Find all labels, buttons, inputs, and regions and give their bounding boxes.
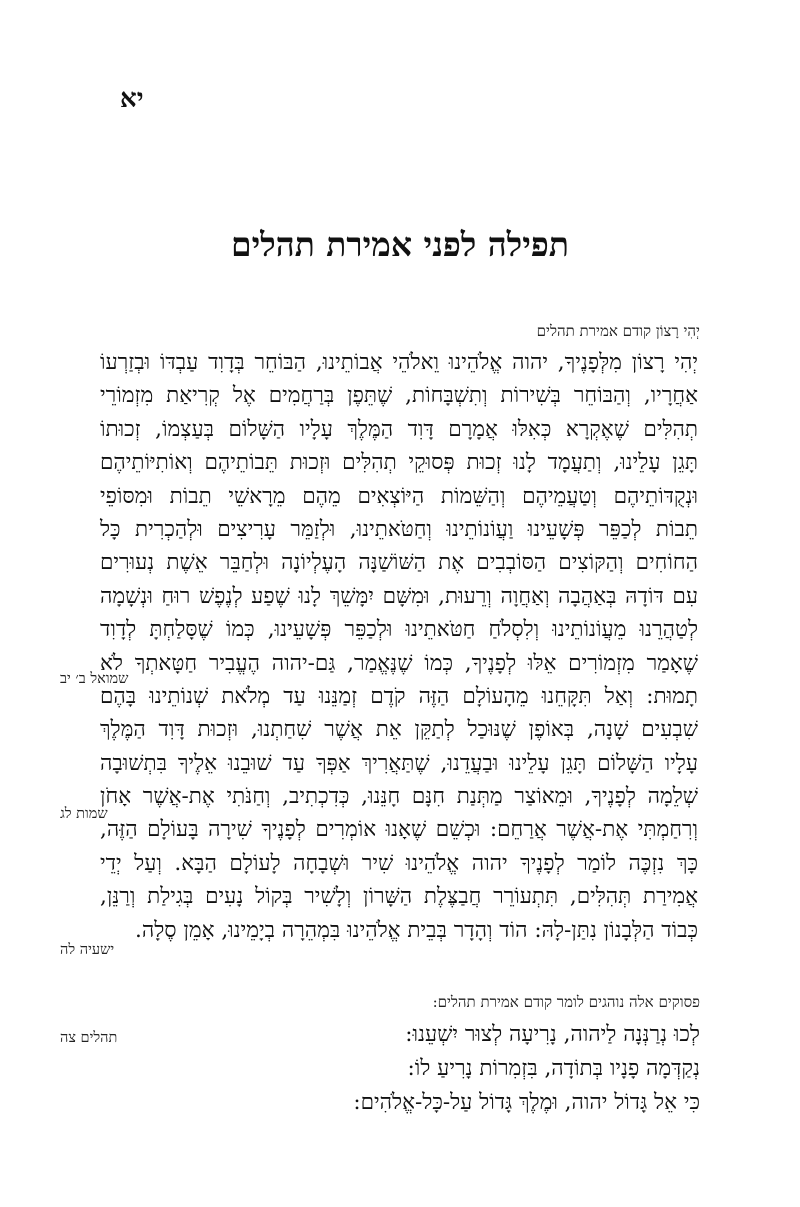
margin-reference-yeshayahu: ישעיה לה [60,942,115,958]
page-title: תפילה לפני אמירת תהלים [231,225,569,264]
prayer-line: שְׁלֵמָה לְפָנֶיךָ, וּמֵאוֹצַר מַתְּנַת חִנָּם חָנֵּנוּ, כְּדִכְתִיב, וְחַנֹּתִי אֶת-אֲשֶׁר אָחֹן [100,784,698,810]
psalm-intro-note: פסוקים אלה נוהגים לומר קודם אמירת תהלים: [432,993,700,1011]
prayer-text [100,346,698,947]
page-number: יא [120,84,144,114]
prayer-line: עִם דּוֹדָהּ בְּאַהֲבָה וְאַחֲוָה וְרֵעוּת, וּמִשָּׁם יִמָּשֵׁךְ לָנוּ שֶׁפַע לְנֶפֶשׁ רוּחַ וּנְשָׁמָה [100,583,698,609]
prayer-line: אֲמִירַת תְּהִלִּים, תִּתְעוֹרֵר חֲבַצֶּלֶת הַשָּׁרוֹן וְלָשִׁיר בְּקוֹל נָעִים בְּגִילַת וְרַנֵּן, [100,884,698,910]
prayer-line: שֶׁאָמַר מִזְמוֹרִים אֵלּוּ לְפָנֶיךָ, כְּמוֹ שֶׁנֶּאֱמַר, גַּם-יהוה הֶעֱבִיר חַטָּאתְךָ לֹא [100,650,698,676]
prayer-line: תְהִלִּים שֶׁאֶקְרָא כְּאִלּוּ אֲמָרָם דָּוִד הַמֶּלֶךְ עָלָיו הַשָּׁלוֹם בְּעַצְמוֹ, זְכוּתוֹ [100,416,698,442]
margin-reference-shemot: שמות לג [60,806,108,822]
psalm-verse: כִּי אֵל גָּדוֹל יהוה, וּמֶלֶךְ גָּדוֹל עַל-כָּל-אֱלֹהִים: [353,1090,700,1115]
prayer-line: אַחֲרָיו, וְהַבּוֹחֵר בְּשִׁירוֹת וְתִשְׁבָּחוֹת, שֶׁתֵּפֶן בְּרַחֲמִים אֶל קְרִיאַת מִזְמוֹרֵי [100,383,698,409]
margin-reference-shmuel: שמואל ב׳ יב [60,671,129,687]
intro-note: יְהִי רָצוֹן קודם אמירת תהלים [536,322,700,340]
psalm-verse: לְכוּ נְרַנְּנָה לַיהוה, נָרִיעָה לְצוּר יִשְׁעֵנוּ: [405,1022,700,1047]
prayer-line: שִׁבְעִים שָׁנָה, בְּאוֹפֶן שֶׁנּוּכַל לְתַקֵּן אֵת אֲשֶׁר שִׁחַתְנוּ, וּזְכוּת דָּוִד הַמֶּלֶךְ [100,717,698,743]
prayer-line: תָּגֵן עָלֵינוּ, וְתַעֲמָד לָנוּ זְכוּת פְּסוּקֵי תְהִלִּים וּזְכוּת תֵּבוֹתֵיהֶם וְאוֹתִיּוֹתֵיהֶם [100,450,698,476]
prayer-line: תָמוּת: וְאַל תִּקָּחֵנוּ מֵהָעוֹלָם הַזֶּה קֹדֶם זְמַנֵּנוּ עַד מְלֹאת שְׁנוֹתֵינוּ בָּהֶם [100,683,698,709]
prayer-line: כְּבוֹד הַלְּבָנוֹן נִתַּן-לָהּ: הוֹד וְהָדָר בְּבֵית אֱלֹהֵינוּ בִּמְהֵרָה בְיָמֵינוּ, אָמֵן סֶלָה. [135,917,698,943]
psalm-verse: נְקַדְּמָה פָנָיו בְּתוֹדָה, בִּזְמִרוֹת נָרִיעַ לוֹ: [407,1056,700,1081]
prayer-line: תֵבוֹת לְכַפֵּר פְּשָׁעֵינוּ וַעֲוֹנוֹתֵינוּ וְחַטֹּאתֵינוּ, וּלְזַמֵּר עָרִיצִים וּלְהַכְרִית כָּל [100,516,698,542]
prayer-line: וְרִחַמְתִּי אֶת-אֲשֶׁר אֲרַחֵם: וּכְשֵׁם שֶׁאָנוּ אוֹמְרִים לְפָנֶיךָ שִׁירָה בָּעוֹלָם הַזֶּה, [100,817,698,843]
prayer-line: יְהִי רָצוֹן מִלְּפָנֶיךָ, יהוה אֱלֹהֵינוּ וֵאלֹהֵי אֲבוֹתֵינוּ, הַבּוֹחֵר בְּדָוִד עַבְדּוֹ וּבְזַרְעוֹ [100,350,698,375]
margin-reference-tehillim: תהלים צה [60,1030,118,1046]
psalm-verses [220,1018,700,1120]
prayer-line: כָּךְ נִזְכֶּה לוֹמַר לְפָנֶיךָ יהוה אֱלֹהֵינוּ שִׁיר וּשְׁבָחָה לָעוֹלָם הַבָּא. וְעַל יְדֵי [100,850,698,876]
prayer-line: וּנְקֻדּוֹתֵיהֶם וְטַעֲמֵיהֶם וְהַשֵּׁמוֹת הַיּוֹצְאִים מֵהֶם מֵרָאשֵׁי תֵבוֹת וּמִסּוֹפֵי [100,483,698,509]
prayer-line: לְטַהֲרֵנוּ מֵעֲוֹנוֹתֵינוּ וְלִסְלֹחַ חַטֹּאתֵינוּ וּלְכַפֵּר פְּשָׁעֵינוּ, כְּמוֹ שֶׁסָּלַחְתָּ לְדָוִד [100,617,698,643]
prayer-line: הַחוֹחִים וְהַקּוֹצִים הַסּוֹבְבִים אֶת הַשּׁוֹשַׁנָּה הָעֶלְיוֹנָה וּלְחַבֵּר אֵשֶׁת נְעוּרִים [100,550,698,576]
prayer-line: עָלָיו הַשָּׁלוֹם תָּגֵן עָלֵינוּ וּבַעֲדֵנוּ, שֶׁתַּאֲרִיךְ אַפְּךָ עַד שׁוּבֵנוּ אֵלֶיךָ בִּתְשׁוּבָה [100,750,698,776]
